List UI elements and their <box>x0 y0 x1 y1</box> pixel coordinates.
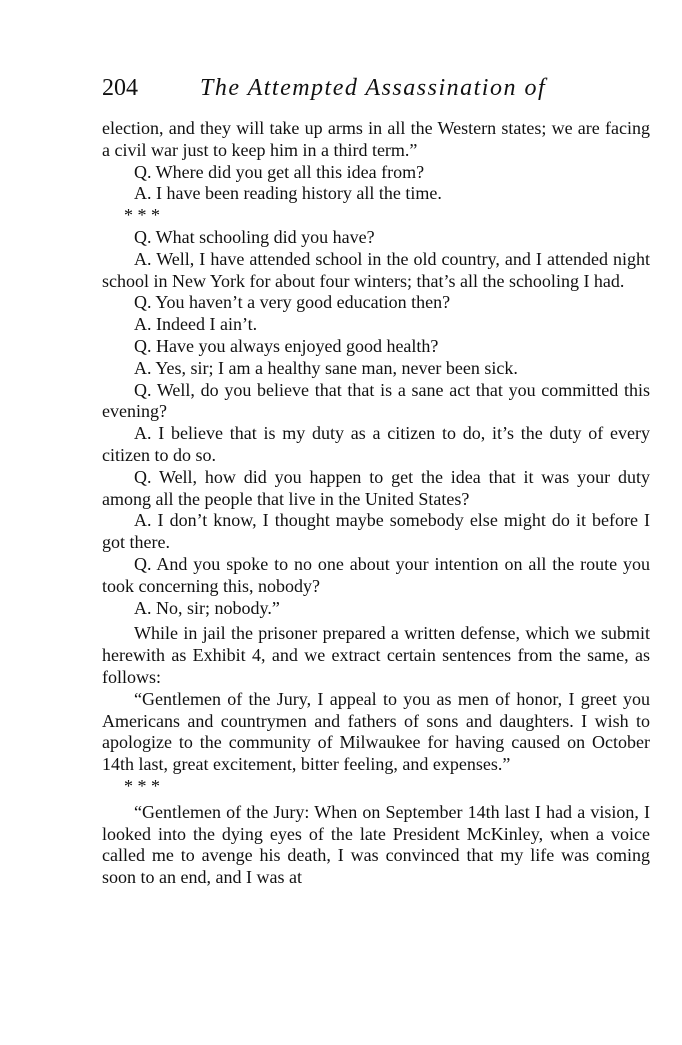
paragraph: While in jail the prisoner prepared a written defense, which we submit herewith as Exhibit 4, and we extract certain sentences from the same, as follows: <box>102 623 650 687</box>
paragraph: A. Yes, sir; I am a healthy sane man, never been sick. <box>134 357 518 378</box>
paragraph: Q. What schooling did you have? <box>134 226 375 247</box>
paragraph: Q. And you spoke to no one about your intention on all the route you took concerning this, nobody? <box>102 553 650 596</box>
paragraph: Q. Well, how did you happen to get the idea that it was your duty among all the people that live in the United States? <box>102 466 650 509</box>
body-text <box>102 118 650 889</box>
paragraph: Q. Well, do you believe that that is a sane act that you committed this evening? <box>102 379 650 422</box>
stars-glyphs: * * * <box>124 775 160 796</box>
paragraph: A. I don’t know, I thought maybe somebody else might do it before I got there. <box>102 510 650 553</box>
paragraph: A. No, sir; nobody.” <box>134 597 280 618</box>
page-number: 204 <box>102 75 138 101</box>
paragraph: “Gentlemen of the Jury, I appeal to you as men of honor, I greet you Americans and countrymen and fathers of sons and daughters. I wish to apologize to the community of Milwaukee for having caused on October 14th last, great excitement, bitter feeling, and expenses.” <box>102 688 650 775</box>
paragraph: A. I believe that is my duty as a citizen to do, it’s the duty of every citizen to do so. <box>102 423 650 465</box>
paragraph: Q. Have you always enjoyed good health? <box>134 335 439 356</box>
section-break-stars <box>102 205 650 227</box>
paragraph: Q. Where did you get all this idea from? <box>134 161 425 182</box>
running-title: The Attempted Assassination of <box>200 75 547 101</box>
paragraph: “Gentlemen of the Jury: When on September 14th last I had a vision, I looked into the dying eyes of the late President McKinley, when a voice called me to avenge his death, I was convinced that my life was coming soon to an end, and I was at <box>102 801 650 888</box>
paragraph: A. Well, I have attended school in the old country, and I attended night school in New York for about four winters; that’s all the schooling I had. <box>102 248 650 291</box>
paragraph: A. Indeed I ain’t. <box>134 314 258 335</box>
paragraph: Q. You haven’t a very good education then? <box>134 292 451 313</box>
paragraph: A. I have been reading history all the time. <box>134 183 442 204</box>
running-header <box>102 70 662 106</box>
stars-glyphs: * * * <box>124 205 160 226</box>
paragraph: election, and they will take up arms in all the Western states; we are facing a civil war just to keep him in a third term.” <box>102 118 650 160</box>
section-break-stars <box>102 776 650 798</box>
